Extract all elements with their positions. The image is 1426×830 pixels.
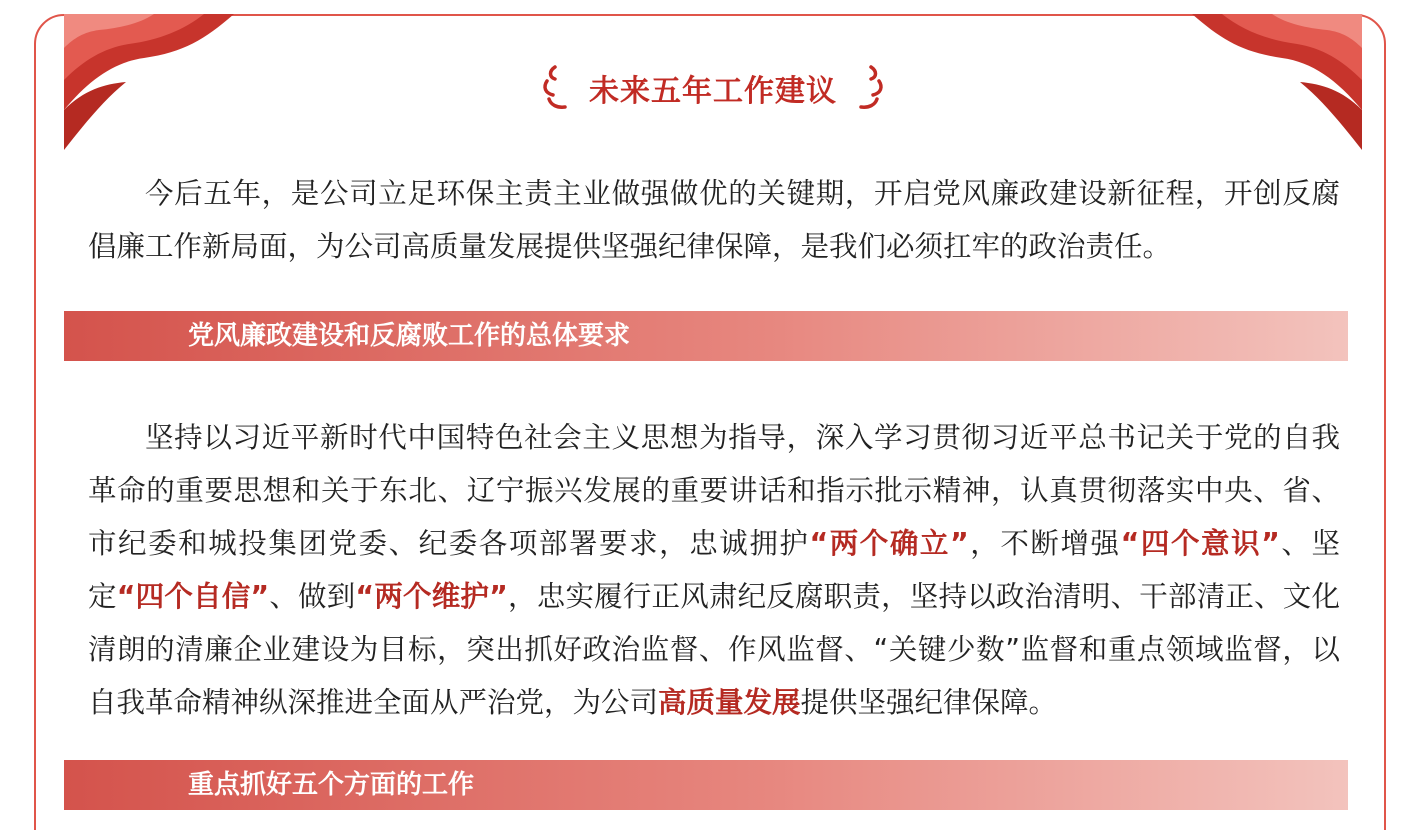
section-header-overall-requirements — [64, 311, 1348, 361]
highlight-phrase: “四个意识” — [1120, 526, 1280, 560]
highlight-phrase: “两个维护” — [355, 579, 508, 613]
paragraph-text: ，不断增强 — [968, 526, 1121, 560]
intro-paragraph: 今后五年，是公司立足环保主责主业做强做优的关键期，开启党风廉政建设新征程，开创反腐倡廉工作新局面，为公司高质量发展提供坚强纪律保障，是我们必须扛牢的政治责任。 — [88, 176, 1340, 263]
section-heading — [0, 58, 1426, 118]
highlight-phrase: “四个自信” — [116, 579, 270, 613]
highlight-phrase: “两个确立” — [809, 526, 969, 560]
highlight-phrase: 高质量发展 — [658, 685, 801, 719]
paragraph-text: 提供坚强纪律保障。 — [800, 685, 1058, 719]
left-ornament-icon — [541, 65, 567, 111]
right-ornament-icon — [859, 65, 885, 111]
section-header-five-tasks — [64, 760, 1348, 810]
paragraph-text: ，忠实履行正风肃纪反腐职责，坚持以政治清明、干部清正、文化清朗的清廉企业建设为目标，突出抓好政治监督、作风监督、“关键少数”监督和重点领域监督，以自我革命精神纵深推进全面从严治党，为公司 — [88, 579, 1340, 719]
paragraph-text: 坚持以习近平新时代中国特色社会主义思想为指导，深入学习贯彻习近平总书记关于党的自我革命的重要思想和关于东北、辽宁振兴发展的重要讲话和指示批示精神，认真贯彻落实中央、省、市纪委和城投集团党委、纪委各项部署要求，忠诚拥护 — [88, 420, 1340, 560]
requirements-paragraph — [88, 411, 1340, 729]
paragraph-text: 、做到 — [269, 579, 356, 613]
paragraph-text: 、坚定 — [88, 526, 1340, 613]
page-title: 未来五年工作建议 — [589, 74, 837, 109]
section-header-label: 重点抓好五个方面的工作 — [188, 770, 475, 800]
section-header-label: 党风廉政建设和反腐败工作的总体要求 — [188, 321, 631, 351]
